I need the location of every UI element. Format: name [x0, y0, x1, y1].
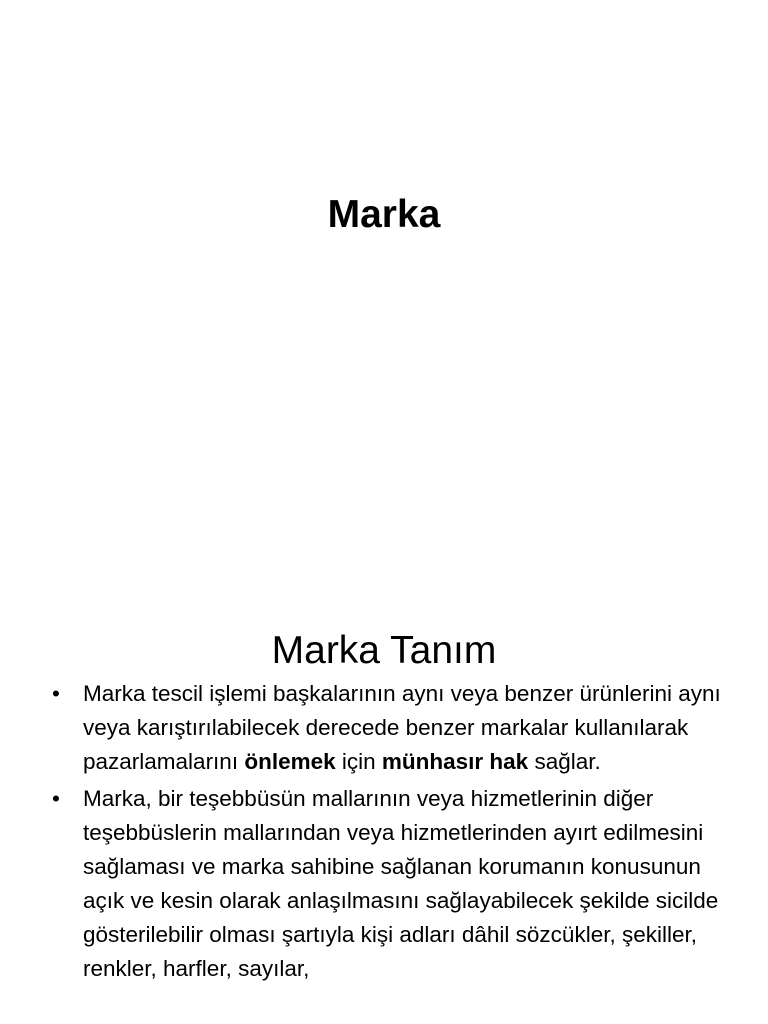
bullet-item-exclusive-right — [50, 677, 730, 779]
bullet-item-marka-definition — [50, 782, 730, 986]
definition-bullet-list — [50, 677, 730, 989]
bullet1-text-part3: sağlar. — [528, 749, 601, 774]
bullet2-text: Marka, bir teşebbüsün mallarının veya hizmetlerinin diğer teşebbüslerin mallarından veya hizmetlerinden ayırt edilmesini sağlaması ve marka sahibine sağlanan korumanın konusunun açık ve kesin olarak anlaşılmasını sağlayabilecek şekilde sicilde gösterilebilir olması şartıyla kişi adları dâhil sözcükler, şekiller, renkler, harfler, sayılar, — [83, 786, 719, 981]
bullet1-text-part1: Marka tescil işlemi başkalarının aynı veya benzer ürünlerini aynı veya karıştırılabilecek derecede benzer markalar kullanılarak pazarlamalarını — [83, 681, 721, 774]
bullet1-text-part2: için — [335, 749, 382, 774]
slide-title-marka-tanim: Marka Tanım — [271, 629, 497, 672]
bullet-dot-icon: • — [52, 681, 60, 706]
bullet1-bold-onlemek: önlemek — [244, 749, 336, 774]
slide-title-marka: Marka — [327, 193, 441, 236]
bullet1-bold-munhasir-hak: münhasır hak — [381, 749, 529, 774]
bullet-dot-icon: • — [52, 786, 60, 811]
